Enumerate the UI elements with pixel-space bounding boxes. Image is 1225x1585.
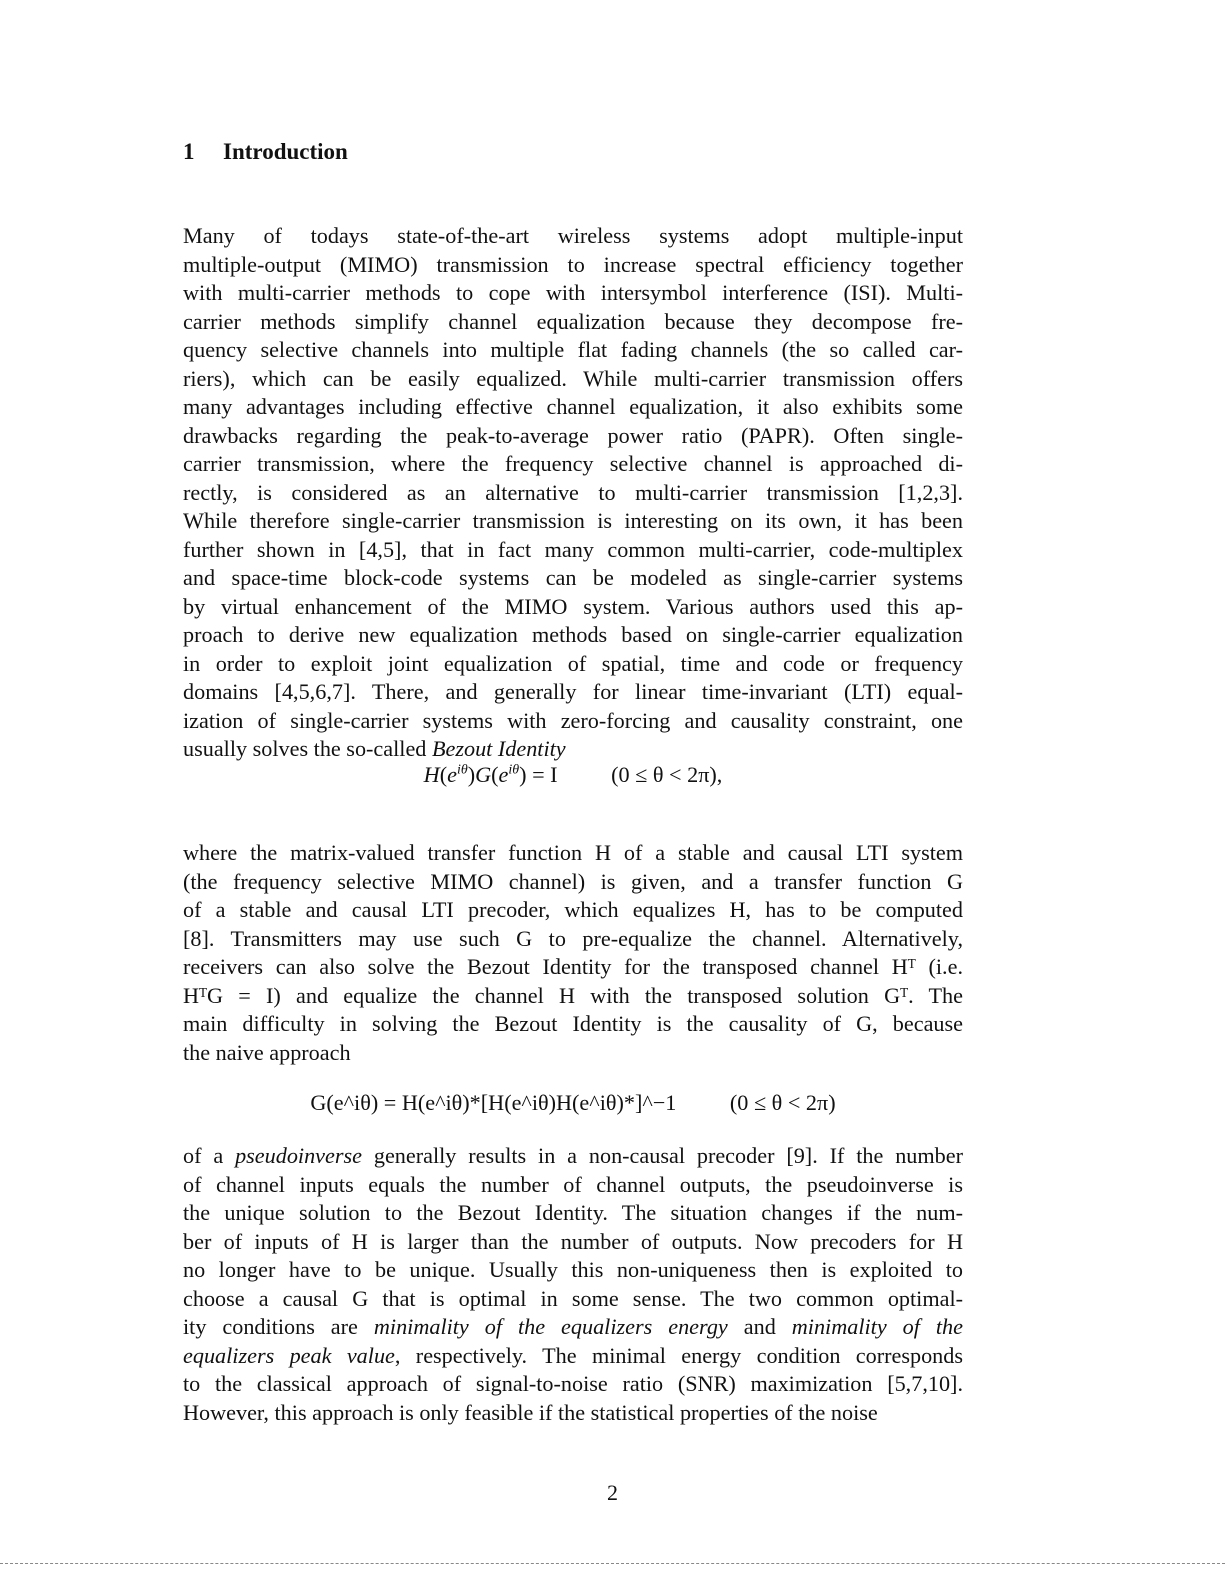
text-line: carrier methods simplify channel equalization because they decompose fre- [183,308,963,334]
text-line: where the matrix-valued transfer function H of a stable and causal LTI system [183,840,963,865]
text-run: , respectively. The minimal energy condition corresponds [394,1342,963,1368]
eq-exponent: iθ [456,762,468,778]
paragraph-3-first-line [183,1142,963,1171]
text-line: (the frequency selective MIMO channel) is given, and a transfer function G [183,868,963,894]
text-line: and space-time block-code systems can be modeled as single-carrier systems [183,565,963,590]
text-line: the unique solution to the Bezout Identity. The situation changes if the num- [183,1200,963,1225]
page-number: 2 [607,1480,618,1505]
section-heading [183,139,348,165]
text-line: receivers can also solve the Bezout Identity for the transposed channel Hᵀ (i.e. [183,954,963,979]
equation-pseudoinverse [183,1090,963,1116]
text-run: ity conditions are [183,1314,374,1339]
text-line: proach to derive new equalization methods based on single-carrier equalization [183,622,963,647]
text-line: [8]. Transmitters may use such G to pre-equalize the channel. Alternatively, [183,925,963,951]
text-line: choose a causal G that is optimal in some sense. The two common optimal- [183,1285,963,1311]
term-pseudoinverse: pseudoinverse [235,1143,362,1168]
eq-rhs: = I [526,762,558,787]
text-line: main difficulty in solving the Bezout Identity is the causality of G, because [183,1011,963,1036]
eq-pseudoinverse-expression: G(e^iθ) = H(e^iθ)*[H(e^iθ)H(e^iθ)*]^−1 [310,1090,677,1115]
section-number: 1 [183,139,195,164]
text-run: and [727,1314,792,1339]
text-line: quency selective channels into multiple flat fading channels (the so called car- [183,337,963,362]
paragraph-3-italic-line-2 [183,1342,963,1371]
eq-symbol-g: G [475,762,492,787]
page-bottom-rule [0,1563,1225,1564]
text-line: riers), which can be easily equalized. While multi-carrier transmission offers [183,365,963,391]
paragraph-2-last-line: the naive approach [183,1039,351,1065]
text-run: generally results in a non-causal precoder [9]. If the number [362,1143,963,1168]
text-line: rectly, is considered as an alternative to multi-carrier transmission [1,2,3]. [183,479,963,505]
text-line: by virtual enhancement of the MIMO system. Various authors used this ap- [183,593,963,619]
text-line: However, this approach is only feasible if the statistical properties of the noise [183,1399,878,1425]
text-line: in order to exploit joint equalization of spatial, time and code or frequency [183,650,963,676]
text-line: drawbacks regarding the peak-to-average power ratio (PAPR). Often single- [183,422,963,448]
text-run: of a [183,1143,236,1168]
text-line: ization of single-carrier systems with zero-forcing and causality constraint, one [183,707,963,733]
paragraph-3-italic-line-1 [183,1313,963,1342]
eq-condition: (0 ≤ θ < 2π) [729,1090,836,1115]
term-bezout-identity: Bezout Identity [431,736,566,761]
term-min-peak-end: equalizers peak value [183,1342,395,1368]
paragraph-1 [183,222,963,764]
text-line: carrier transmission, where the frequency selective channel is approached di- [183,451,963,476]
text-line: no longer have to be unique. Usually this non-uniqueness then is exploited to [183,1257,963,1282]
paragraph-2 [183,839,963,1067]
text-line: Many of todays state-of-the-art wireless systems adopt multiple-input [183,223,963,248]
text-line: HᵀG = I) and equalize the channel H with the transposed solution Gᵀ. The [183,982,963,1008]
eq-base: e [447,762,457,787]
section-title: Introduction [223,139,348,164]
eq-condition: (0 ≤ θ < 2π), [611,762,723,787]
eq-symbol-h: H [423,762,440,787]
text-line: many advantages including effective channel equalization, it also exhibits some [183,394,963,419]
equation-bezout-identity: $H(e^{i\theta})G(e^{i\theta}) = I$ (0 ≤ θ < 2π), [423,762,723,787]
paragraph-1-last-line [183,735,963,764]
term-min-energy: minimality of the equalizers energy [373,1314,728,1339]
text-line: of channel inputs equals the number of channel outputs, the pseudoinverse is [183,1171,963,1197]
eq-base: e [498,762,509,787]
term-min-peak-start: minimality of the [791,1314,963,1339]
text-line: ber of inputs of H is larger than the number of outputs. Now precoders for H [183,1228,963,1254]
eq-exponent: iθ [508,762,520,778]
text-line: multiple-output (MIMO) transmission to increase spectral efficiency together [183,251,963,277]
text-line: domains [4,5,6,7]. There, and generally for linear time-invariant (LTI) equal- [183,679,963,704]
text-line: While therefore single-carrier transmission is interesting on its own, it has been [183,508,963,533]
text-line: further shown in [4,5], that in fact many common multi-carrier, code-multiplex [183,536,963,562]
text-line: of a stable and causal LTI precoder, which equalizes H, has to be computed [183,897,963,922]
text-line: to the classical approach of signal-to-noise ratio (SNR) maximization [5,7,10]. [183,1371,963,1396]
paragraph-3 [183,1142,963,1427]
text-run: usually solves the so-called [183,736,432,761]
text-line: with multi-carrier methods to cope with intersymbol interference (ISI). Multi- [183,280,963,305]
